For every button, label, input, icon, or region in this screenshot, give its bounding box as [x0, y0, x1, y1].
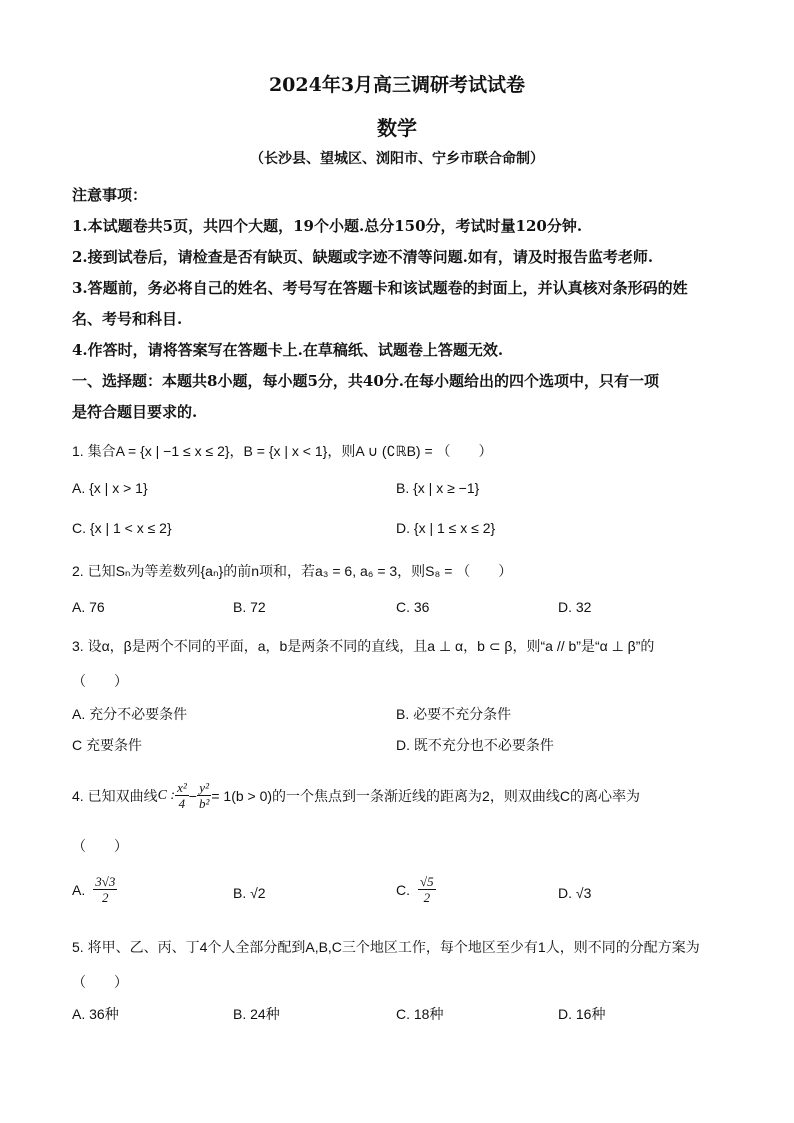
q5-option-c: C. 18种 [396, 1006, 444, 1022]
q3-option-a: A. 充分不必要条件 [72, 706, 188, 722]
q4-rest: = 1(b > 0)的一个焦点到一条渐近线的距离为2，则双曲线C的离心率为 [211, 787, 640, 804]
question-1-stem: 1. 集合A = {x | −1 ≤ x ≤ 2}，B = {x | x < 1}，则A ∪ (∁ℝB) = （ ） [72, 443, 493, 459]
q4-option-a-label: A. [72, 881, 86, 898]
q4-option-c-label: C. [396, 881, 410, 898]
q4-option-c [396, 874, 436, 905]
subject-title: 数学 [377, 116, 417, 140]
question-4-stem [72, 780, 640, 811]
q4-option-a [72, 874, 117, 905]
q2-option-d: D. 32 [558, 599, 592, 615]
q2-option-b: B. 72 [233, 599, 266, 615]
q3-option-b: B. 必要不充分条件 [396, 706, 512, 722]
q5-option-b: B. 24种 [233, 1006, 280, 1022]
section-heading-cont: 是符合题目要求的. [72, 403, 198, 421]
q1-option-b: B. {x | x ≥ −1} [396, 480, 480, 496]
q4-fraction-x [175, 780, 189, 811]
note-item-1: 1.本试题卷共5页，共四个大题，19个小题.总分150分，考试时量120分钟. [72, 217, 583, 235]
q4-option-d: D. √3 [558, 885, 592, 901]
q2-option-c: C. 36 [396, 599, 430, 615]
q4-option-b: B. √2 [233, 885, 266, 901]
q5-option-d: D. 16种 [558, 1006, 606, 1022]
question-3-paren: （ ） [72, 673, 128, 689]
q4-frac2-num: y² [197, 780, 211, 796]
note-item-4: 4.作答时，请将答案写在答题卡上.在草稿纸、试题卷上答题无效. [72, 341, 504, 359]
q4-fraction-y [197, 780, 211, 811]
q4-option-c-den: 2 [423, 890, 431, 905]
note-item-3: 3.答题前，务必将自己的姓名、考号写在答题卡和该试题卷的封面上，并认真核对条形码的姓 [72, 279, 688, 297]
q3-option-c: C 充要条件 [72, 737, 142, 753]
note-item-3-cont: 名、考号和科目. [72, 310, 183, 328]
q3-option-d: D. 既不充分也不必要条件 [396, 737, 554, 753]
section-heading: 一、选择题：本题共8小题，每小题5分，共40分.在每小题给出的四个选项中，只有一项 [72, 372, 659, 390]
q4-option-c-fraction [418, 874, 436, 905]
q4-option-a-fraction [93, 874, 117, 905]
q4-frac1-den: 4 [178, 796, 186, 811]
q4-frac1-num: x² [177, 780, 187, 795]
q4-prefix: 4. 已知双曲线 [72, 787, 158, 804]
question-3-stem: 3. 设α，β是两个不同的平面，a，b是两条不同的直线，且a ⊥ α，b ⊂ β，则“a // b”是“α ⊥ β”的 [72, 638, 655, 654]
q4-option-a-den: 2 [102, 890, 109, 905]
q5-option-a: A. 36种 [72, 1006, 119, 1022]
question-5-paren: （ ） [72, 974, 128, 990]
q4-option-a-num: 3√3 [95, 874, 116, 889]
question-5-stem: 5. 将甲、乙、丙、丁4个人全部分配到A,B,C三个地区工作，每个地区至少有1人，则不同的分配方案为 [72, 939, 700, 955]
notes-heading: 注意事项： [72, 186, 148, 204]
q4-option-c-num: √5 [420, 874, 434, 889]
q4-frac2-den: b² [198, 796, 210, 811]
note-item-2: 2.接到试卷后，请检查是否有缺页、缺题或字迹不清等问题.如有，请及时报告监考老师. [72, 248, 654, 266]
question-4-paren: （ ） [72, 838, 128, 854]
question-2-stem: 2. 已知Sₙ为等差数列{aₙ}的前n项和，若a₃ = 6, a₆ = 3，则S₈ = （ ） [72, 563, 513, 579]
q4-curve-name: C : [157, 787, 176, 803]
exam-title: 2024年3月高三调研考试试卷 [268, 74, 526, 96]
q4-minus: − [188, 787, 197, 804]
exam-subtitle: （长沙县、望城区、浏阳市、宁乡市联合命制） [250, 151, 544, 167]
q1-option-c: C. {x | 1 < x ≤ 2} [72, 520, 172, 536]
q1-option-d: D. {x | 1 ≤ x ≤ 2} [396, 520, 496, 536]
q1-option-a: A. {x | x > 1} [72, 480, 148, 496]
q2-option-a: A. 76 [72, 599, 105, 615]
